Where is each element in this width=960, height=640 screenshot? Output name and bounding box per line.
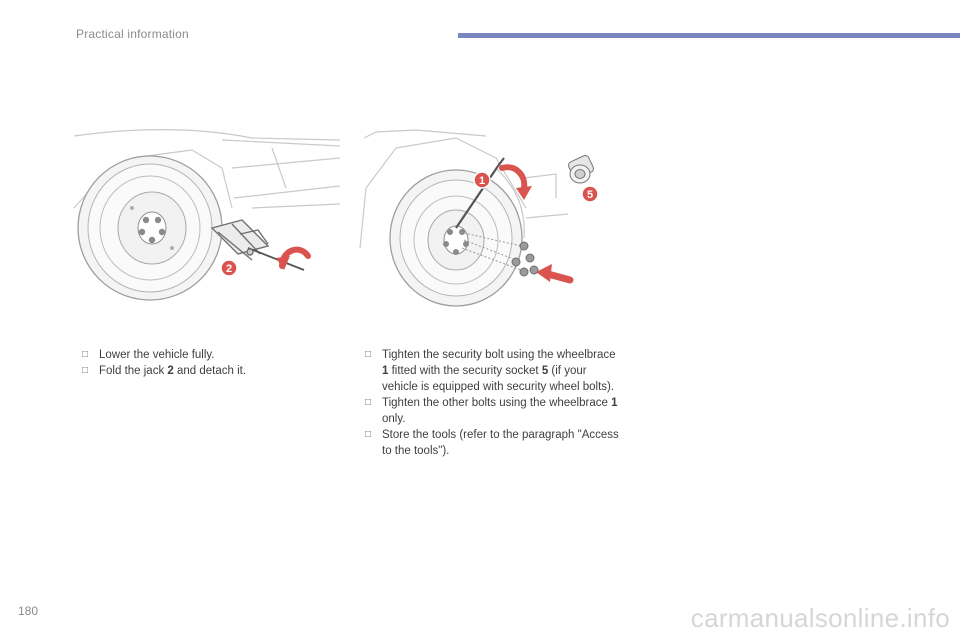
instruction-step [365,427,625,459]
instruction-step [365,395,625,427]
instruction-text: (if your vehicle is equipped with security wheel bolts). [382,365,615,393]
checkbox-bullet-icon: □ [82,349,89,360]
illustration-lower-jack [72,128,340,308]
instruction-step [365,347,625,395]
instructions-right [365,347,625,459]
checkbox-bullet-icon: □ [365,349,372,360]
instruction-text: Tighten the other bolts using the wheelbrace [382,397,612,409]
svg-text:5: 5 [586,189,594,201]
instructions-left [82,347,322,379]
security-socket-icon [567,154,595,183]
illustration-tighten-bolts [356,128,616,308]
reference-number: 1 [382,365,389,377]
watermark: carmanualsonline.info [690,603,950,633]
callout-2 [221,260,237,276]
wheel-icon [78,156,222,300]
callout-5 [582,186,598,202]
instruction-step [82,347,322,363]
instruction-text: and detach it. [173,365,247,377]
reference-number: 5 [541,365,549,377]
svg-text:2: 2 [225,263,233,275]
checkbox-bullet-icon: □ [365,429,372,440]
reference-number: 1 [611,397,618,409]
callout-1 [474,172,490,188]
instruction-step [82,363,322,379]
wheel-icon [390,170,522,306]
section-title: Practical information [76,27,189,41]
svg-text:1: 1 [478,175,486,187]
instruction-text: only. [382,413,406,425]
instruction-text: Lower the vehicle fully. [99,349,215,361]
instruction-text: Store the tools (refer to the paragraph "Access to the tools"). [382,429,619,457]
section-accent-bar [458,33,960,38]
instruction-text: Fold the jack [99,365,168,377]
page-number: 180 [18,604,39,618]
instruction-text: Tighten the security bolt using the wheelbrace [382,349,616,361]
reference-number: 2 [167,365,174,377]
rotate-arrow-icon [276,250,308,270]
instruction-text: fitted with the security socket [388,365,542,377]
push-arrow-icon [536,264,570,282]
checkbox-bullet-icon: □ [365,397,372,408]
checkbox-bullet-icon: □ [82,365,89,376]
